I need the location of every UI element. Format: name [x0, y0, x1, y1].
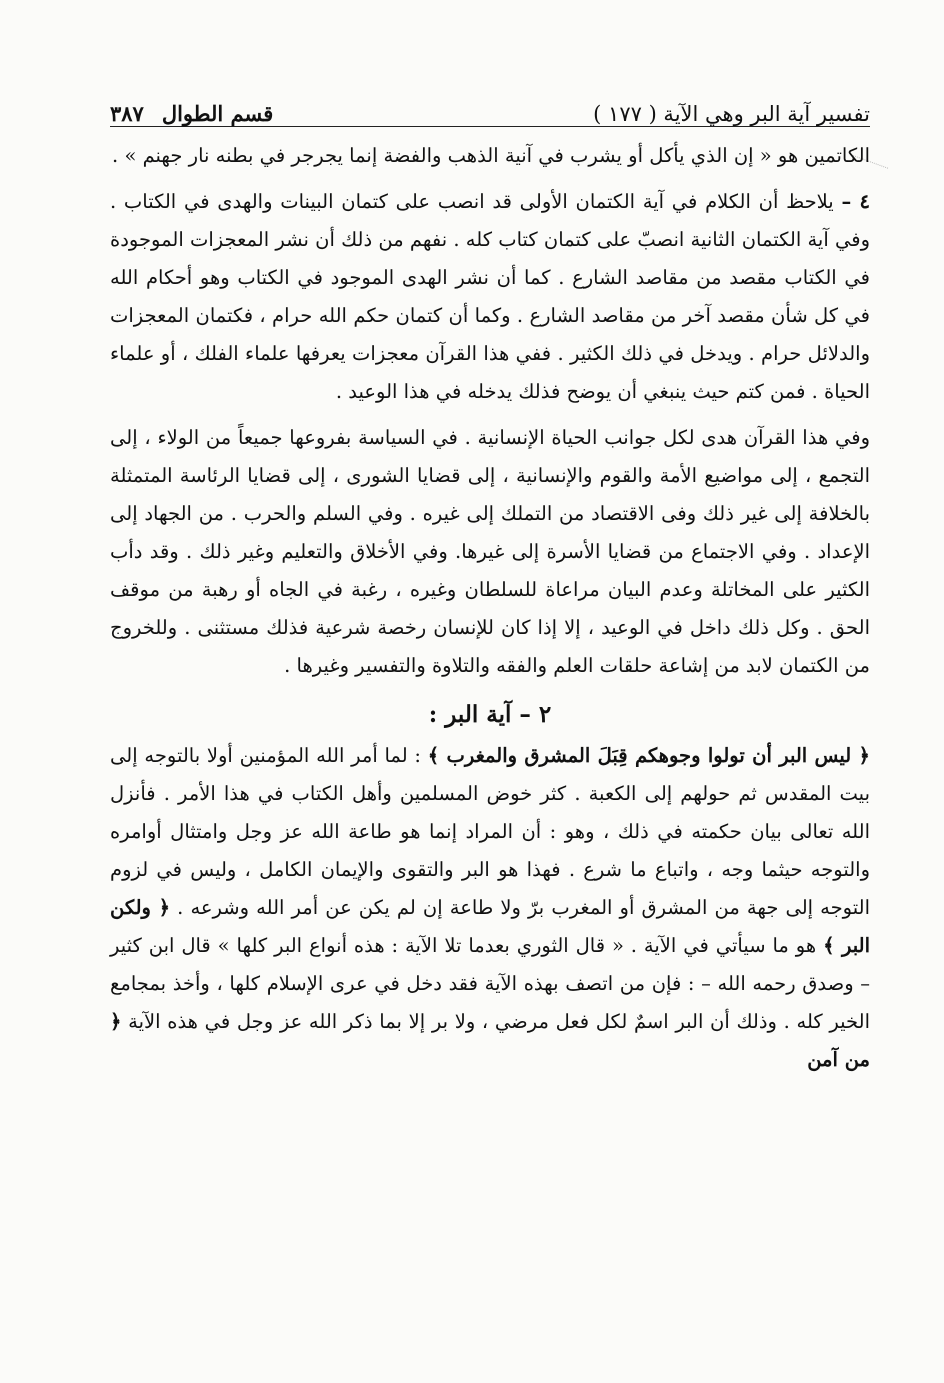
quran-verse-1: ﴿ ليس البر أن تولوا وجوهكم قِبَلَ المشرق والمغرب ﴾	[427, 744, 870, 767]
point-number: ٤ –	[841, 190, 870, 213]
quran-verse-3: ﴿ من آمن	[110, 1010, 870, 1071]
section-name: قسم الطوال	[161, 101, 274, 126]
book-page	[110, 80, 870, 1079]
paragraph-1: الكاتمين هو « إن الذي يأكل أو يشرب في آنية الذهب والفضة إنما يجرجر في بطنه نار جهنم » .	[112, 144, 870, 167]
paragraph-2	[110, 183, 870, 411]
paragraph-4-text-2: هو ما سيأتي في الآية . « قال الثوري بعدما تلا الآية : هذه أنواع البر كلها » قال ابن كثير – وصدق رحمه الله – : فإن من اتصف بهذه الآية فقد دخل في عرى الإسلام كلها ، وأخذ بمجامع الخير كله . وذلك أن البر اسمٌ لكل فعل مرضي ، ولا بر إلا بما ذكر الله عز وجل في هذه الآية	[110, 934, 870, 1033]
quran-verse-2: ﴿ ولكن البر ﴾	[110, 896, 870, 957]
page-number: ٣٨٧	[110, 101, 144, 126]
page-header	[110, 80, 870, 127]
paragraph-3: وفي هذا القرآن هدى لكل جوانب الحياة الإنسانية . في السياسة بفروعها جميعاً من الولاء ، إلى التجمع ، إلى مواضيع الأمة والقوم والإنسانية ، إلى قضايا الشورى ، إلى قضايا الرئاسة المتمثلة بالخلافة إلى غير ذلك وفى الاقتصاد من التملك إلى غيره . وفي السلم والحرب . من الجهاد إلى الإعداد . وفي الاجتماع من قضايا الأسرة إلى غيرها. وفي الأخلاق والتعليم وغير ذلك . وقد دأب الكثير على المخاتلة وعدم البيان مراعاة للسلطان وغيره ، رغبة في الجاه أو رهبة من موقف الحق . وكل ذلك داخل في الوعيد ، إلا إذا كان للإنسان رخصة شرعية فذلك مستثنى . وللخروج من الكتمان لابد من إشاعة حلقات العلم والفقه والتلاوة والتفسير وغيرها .	[110, 426, 870, 677]
paragraph-4	[110, 737, 870, 1079]
header-left	[110, 101, 273, 126]
paragraph-2-text: يلاحظ أن الكلام في آية الكتمان الأولى قد انصب على كتمان البينات والهدى في الكتاب . وفي آية الكتمان الثانية انصبّ على كتمان كتاب كله . نفهم من ذلك أن نشر المعجزات الموجودة في الكتاب مقصد من مقاصد الشارع . كما أن نشر الهدى الموجود في الكتاب وهو أحكام الله في كل شأن مقصد آخر من مقاصد الشارع . وكما أن كتمان حكم الله حرام ، فكتمان المعجزات والدلائل حرام . ويدخل في ذلك الكثير . ففي هذا القرآن معجزات يعرفها علماء الفلك ، أو علماء الحياة . فمن كتم حيث ينبغي أن يوضح فذلك يدخله في هذا الوعيد .	[110, 190, 870, 403]
running-title: تفسير آية البر وهي الآية ( ١٧٧ )	[593, 102, 870, 126]
section-heading: ٢ – آية البر :	[428, 701, 552, 728]
paragraph-4-text-1: : لما أمر الله المؤمنين أولا بالتوجه إلى بيت المقدس ثم حولهم إلى الكعبة . كثر خوض المسلمين وأهل الكتاب في هذا الأمر . فأنزل الله تعالى بيان حكمته في ذلك ، وهو : أن المراد إنما هو طاعة الله عز وجل وامتثال أوامره والتوجه حيثما وجه ، واتباع ما شرع . فهذا هو البر والتقوى والإيمان الكامل ، وليس في لزوم التوجه إلى جهة من المشرق أو المغرب برّ ولا طاعة إن لم يكن عن أمر الله وشرعه .	[110, 744, 870, 919]
